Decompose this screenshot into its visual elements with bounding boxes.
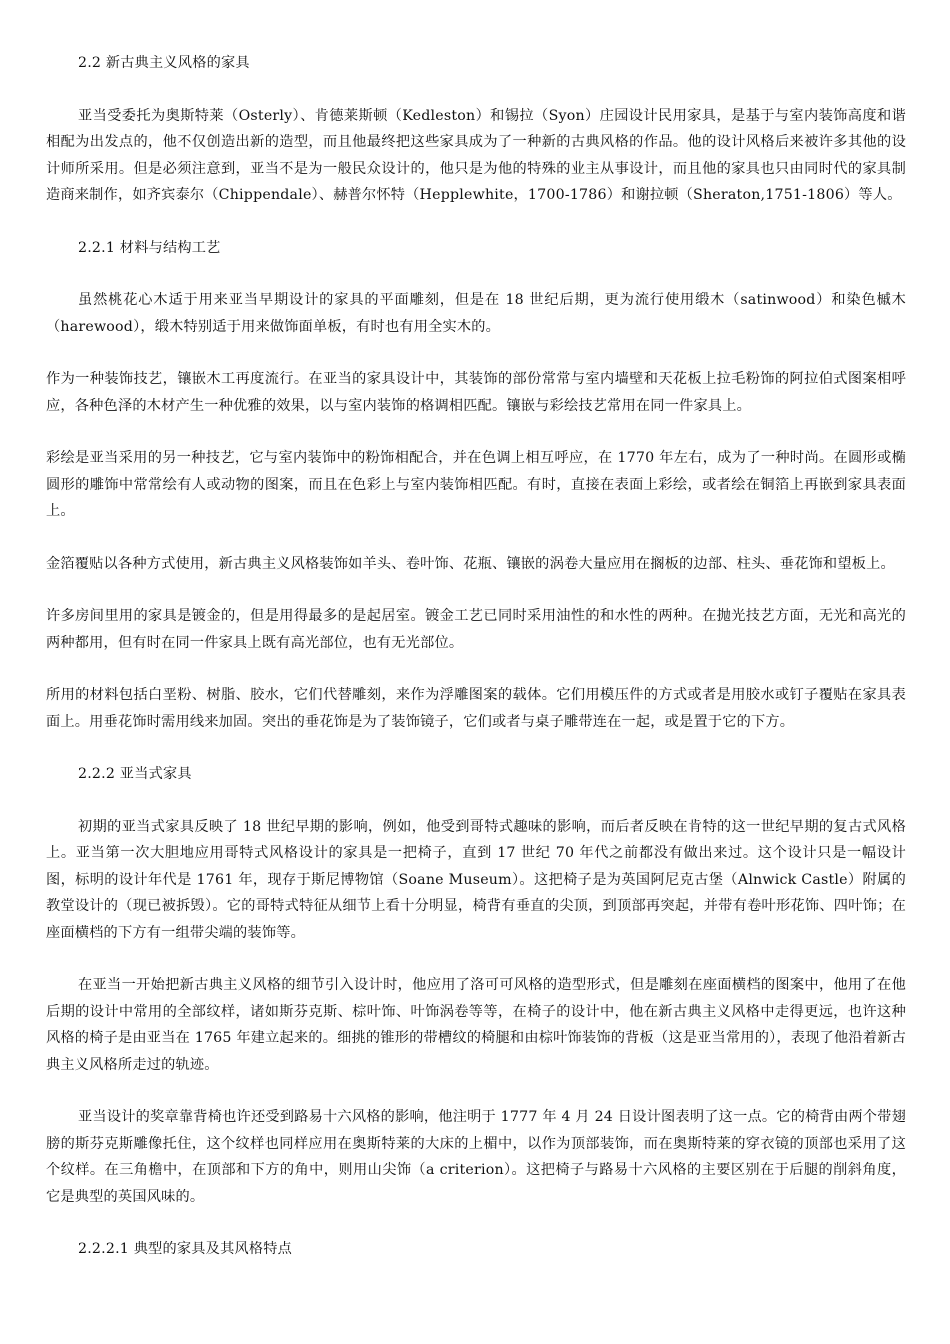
paragraph-neoclassical-details: 在亚当一开始把新古典主义风格的细节引入设计时，他应用了洛可可风格的造型形式，但是雕刻在座面横档的图案中，他用了在他后期的设计中常用的全部纹样，诸如斯芬克斯、棕叶饰、叶饰涡卷等等，在椅子的设计中，他在新古典主义风格中走得更远，也许这种风格的椅子是由亚当在 1765 年建立起来的。细挑的锥形的带槽纹的椅腿和由棕叶饰装饰的背板（这是亚当常用的），表现了他沿着新古典主义风格所走过的轨迹。 xyxy=(46,977,906,1073)
section-heading-2-2-2-1: 2.2.2.1 典型的家具及其风格特点 xyxy=(78,1241,293,1257)
paragraph-medallion-chair: 亚当设计的奖章靠背椅也许还受到路易十六风格的影响，他注明于 1777 年 4 月 24 日设计图表明了这一点。它的椅背由两个带翅膀的斯芬克斯雕像托住，这个纹样也同样应用在奥斯特莱的大床的上楣中，以作为顶部装饰，而在奥斯特莱的穿衣镜的顶部也采用了这个纹样。在三角檐中，在顶部和下方的角中，则用山尖饰（a criterion）。这把椅子与路易十六风格的主要区别在于后腿的削斜角度，它是典型的英国风味的。 xyxy=(46,1109,906,1205)
paragraph-gilded-furniture: 许多房间里用的家具是镀金的，但是用得最多的是起居室。镀金工艺已同时采用油性的和水性的两种。在抛光技艺方面，无光和高光的两种都用，但有时在同一件家具上既有高光部位，也有无光部位。 xyxy=(46,608,906,651)
paragraph-composition-materials: 所用的材料包括白垩粉、树脂、胶水，它们代替雕刻，来作为浮雕图案的载体。它们用模压件的方式或者是用胶水或钉子覆贴在家具表面上。用垂花饰时需用线来加固。突出的垂花饰是为了装饰镜子，它们或者与桌子雕带连在一起，或是置于它的下方。 xyxy=(46,687,906,730)
section-heading-2-2-2: 2.2.2 亚当式家具 xyxy=(78,766,192,782)
paragraph-marquetry: 作为一种装饰技艺，镶嵌木工再度流行。在亚当的家具设计中，其装饰的部份常常与室内墙壁和天花板上拉毛粉饰的阿拉伯式图案相呼应，各种色泽的木材产生一种优雅的效果，以与室内装饰的格调相匹配。镶嵌与彩绘技艺常用在同一件家具上。 xyxy=(46,371,906,414)
section-heading-2-2-1: 2.2.1 材料与结构工艺 xyxy=(78,239,221,256)
paragraph-painting: 彩绘是亚当采用的另一种技艺，它与室内装饰中的粉饰相配合，并在色调上相互呼应，在 1770 年左右，成为了一种时尚。在圆形或椭圆形的雕饰中常常绘有人或动物的图案，而且在色彩上与室内装饰相匹配。有时，直接在表面上彩绘，或者绘在铜箔上再嵌到家具表面上。 xyxy=(46,450,906,519)
paragraph-wood-materials: 虽然桃花心木适于用来亚当早期设计的家具的平面雕刻，但是在 18 世纪后期，更为流行使用缎木（satinwood）和染色槭木（harewood），缎木特别适于用来做饰面单板，有时也有用全实木的。 xyxy=(46,292,906,335)
section-heading-2-2: 2.2 新古典主义风格的家具 xyxy=(78,55,250,71)
paragraph-early-adam-furniture: 初期的亚当式家具反映了 18 世纪早期的影响，例如，他受到哥特式趣味的影响，而后者反映在肯特的这一世纪早期的复古式风格上。亚当第一次大胆地应用哥特式风格设计的家具是一把椅子，直到 17 世纪 70 年代之前都没有做出来过。这个设计只是一幅设计图，标明的设计年代是 1761 年，现存于斯尼博物馆（Soane Museum）。这把椅子是为英国阿尼克古堡（Alnwick Castle）附属的教堂设计的（现已被拆毁）。它的哥特式特征从细节上看十分明显，椅背有垂直的尖顶，到顶部再突起，并带有卷叶形花饰、四叶饰；在座面横档的下方有一组带尖端的装饰等。 xyxy=(46,818,906,941)
paragraph-adam-commission: 亚当受委托为奥斯特莱（Osterly）、肯德莱斯顿（Kedleston）和锡拉（Syon）庄园设计民用家具，是基于与室内装饰高度和谐相配为出发点的，他不仅创造出新的造型，而且他最终把这些家具成为了一种新的古典风格的作品。他的设计风格后来被许多其他的设计师所采用。但是必须注意到，亚当不是为一般民众设计的，他只是为他的特殊的业主从事设计，而且他的家具也只由同时代的家具制造商来制作，如齐宾泰尔（Chippendale）、赫普尔怀特（Hepplewhite，1700-1786）和谢拉顿（Sheraton,1751-1806）等人。 xyxy=(46,107,906,203)
paragraph-gilding: 金箔覆贴以各种方式使用，新古典主义风格装饰如羊头、卷叶饰、花瓶、镶嵌的涡卷大量应用在搁板的边部、柱头、垂花饰和望板上。 xyxy=(46,555,895,572)
